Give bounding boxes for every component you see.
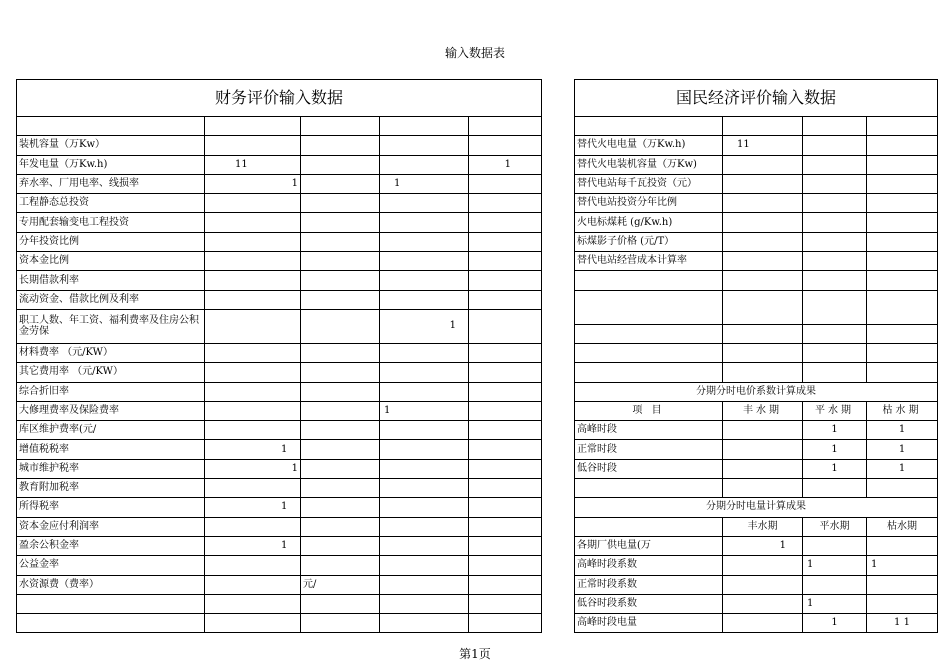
table-row — [575, 459, 938, 478]
table-row — [17, 290, 542, 309]
cell[interactable] — [469, 440, 542, 459]
cell[interactable] — [301, 363, 380, 382]
row-label[interactable]: 年发电量（万Kw.h) — [17, 155, 205, 174]
cell[interactable] — [205, 363, 301, 382]
cell[interactable] — [723, 117, 803, 136]
cell[interactable] — [380, 614, 469, 633]
table-row — [17, 536, 542, 555]
cell[interactable] — [867, 271, 938, 290]
table-title-row — [17, 80, 542, 117]
row-label[interactable] — [575, 117, 723, 136]
cell[interactable] — [803, 213, 867, 232]
cell[interactable] — [803, 324, 867, 343]
row-label[interactable]: 资本金比例 — [17, 252, 205, 271]
row-label[interactable]: 标煤影子价格 (元/T） — [575, 232, 723, 251]
cell[interactable]: 1 — [803, 556, 867, 575]
row-label[interactable]: 替代火电装机容量（万Kw) — [575, 155, 723, 174]
cell[interactable] — [205, 556, 301, 575]
cell[interactable] — [301, 459, 380, 478]
cell[interactable] — [723, 479, 803, 498]
cell[interactable]: 1 — [205, 459, 301, 478]
row-label[interactable]: 综合折旧率 — [17, 382, 205, 401]
row-label[interactable]: 高峰时段 — [575, 421, 723, 440]
table-row — [575, 594, 938, 613]
row-label[interactable]: 替代电站经营成本计算率 — [575, 252, 723, 271]
cell[interactable] — [469, 309, 542, 343]
table-row — [17, 252, 542, 271]
row-label[interactable]: 高峰时段电量 — [575, 614, 723, 633]
row-label[interactable]: 工程静态总投资 — [17, 194, 205, 213]
cell[interactable] — [301, 232, 380, 251]
row-label[interactable] — [575, 271, 723, 290]
cell[interactable] — [723, 232, 803, 251]
section-title-row — [575, 498, 938, 517]
cell[interactable]: 1 — [867, 440, 938, 459]
cell[interactable] — [301, 174, 380, 193]
row-label[interactable] — [575, 363, 723, 382]
table-row — [17, 382, 542, 401]
cell[interactable] — [867, 479, 938, 498]
cell[interactable] — [469, 498, 542, 517]
table-row — [575, 575, 938, 594]
cell[interactable] — [301, 213, 380, 232]
cell[interactable] — [380, 290, 469, 309]
table-row — [17, 309, 542, 343]
table-row — [17, 213, 542, 232]
table-row — [575, 174, 938, 193]
cell[interactable] — [867, 174, 938, 193]
cell[interactable] — [723, 614, 803, 633]
cell[interactable]: 1 — [867, 459, 938, 478]
cell[interactable] — [301, 136, 380, 155]
table-row — [575, 479, 938, 498]
cell[interactable] — [803, 290, 867, 324]
section-title-row — [575, 382, 938, 401]
cell[interactable] — [469, 575, 542, 594]
cell[interactable] — [301, 290, 380, 309]
row-label[interactable]: 库区维护费率(元/ — [17, 421, 205, 440]
table-row — [575, 536, 938, 555]
row-label[interactable]: 弃水率、厂用电率、线损率 — [17, 174, 205, 193]
row-label[interactable] — [575, 290, 723, 324]
cell[interactable] — [380, 117, 469, 136]
cell[interactable]: 1 — [803, 594, 867, 613]
cell[interactable] — [301, 252, 380, 271]
cell[interactable] — [803, 136, 867, 155]
cell[interactable] — [205, 194, 301, 213]
cell[interactable]: 1 — [205, 440, 301, 459]
cell[interactable] — [803, 271, 867, 290]
cell[interactable]: 1 — [867, 556, 938, 575]
cell[interactable] — [867, 290, 938, 324]
table-row — [17, 155, 542, 174]
row-label[interactable]: 资本金应付利润率 — [17, 517, 205, 536]
cell[interactable] — [205, 575, 301, 594]
table-row — [17, 498, 542, 517]
cell[interactable] — [867, 155, 938, 174]
cell[interactable] — [301, 594, 380, 613]
row-label[interactable]: 分年投资比例 — [17, 232, 205, 251]
cell[interactable] — [723, 575, 803, 594]
cell[interactable] — [723, 155, 803, 174]
row-label[interactable]: 职工人数、年工资、福利费率及住房公积金劳保 — [17, 309, 205, 343]
cell[interactable] — [469, 536, 542, 555]
cell[interactable] — [380, 498, 469, 517]
cell[interactable] — [380, 536, 469, 555]
row-label[interactable]: 火电标煤耗 (g/Kw.h) — [575, 213, 723, 232]
table-row — [17, 232, 542, 251]
cell[interactable] — [867, 194, 938, 213]
cell[interactable] — [380, 575, 469, 594]
cell[interactable] — [380, 421, 469, 440]
row-label[interactable]: 增值税税率 — [17, 440, 205, 459]
cell[interactable] — [380, 343, 469, 362]
cell[interactable] — [867, 324, 938, 343]
page-title: 输入数据表 — [444, 46, 505, 60]
cell[interactable]: 1 — [469, 155, 542, 174]
cell[interactable] — [469, 556, 542, 575]
cell[interactable] — [301, 155, 380, 174]
cell[interactable] — [380, 232, 469, 251]
cell[interactable] — [301, 271, 380, 290]
cell[interactable] — [205, 401, 301, 420]
cell[interactable] — [803, 194, 867, 213]
table-row — [17, 343, 542, 362]
row-label[interactable] — [17, 117, 205, 136]
cell[interactable] — [723, 421, 803, 440]
cell[interactable] — [205, 252, 301, 271]
table-row — [17, 575, 542, 594]
row-label[interactable]: 长期借款利率 — [17, 271, 205, 290]
row-label[interactable]: 高峰时段系数 — [575, 556, 723, 575]
cell[interactable]: 11 — [723, 136, 803, 155]
row-label[interactable]: 各期厂供电量(万 — [575, 536, 723, 555]
table-row — [17, 194, 542, 213]
cell[interactable] — [380, 440, 469, 459]
cell[interactable] — [723, 324, 803, 343]
row-label[interactable]: 流动资金、借款比例及利率 — [17, 290, 205, 309]
row-label[interactable] — [17, 614, 205, 633]
cell[interactable] — [469, 459, 542, 478]
cell[interactable] — [380, 594, 469, 613]
table-row — [575, 213, 938, 232]
cell[interactable] — [867, 594, 938, 613]
financial-input-table — [16, 79, 542, 633]
section-header-row — [575, 517, 938, 536]
cell[interactable] — [723, 194, 803, 213]
cell[interactable] — [723, 343, 803, 362]
price-coefficient-section-title: 分期分时电价系数计算成果 — [575, 382, 938, 401]
row-label[interactable]: 大修理费率及保险费率 — [17, 401, 205, 420]
cell[interactable] — [723, 290, 803, 324]
cell[interactable] — [723, 594, 803, 613]
cell[interactable] — [380, 556, 469, 575]
energy-section-title: 分期分时电量计算成果 — [575, 498, 938, 517]
cell[interactable] — [867, 575, 938, 594]
cell[interactable] — [301, 421, 380, 440]
section-header-row — [575, 401, 938, 420]
cell[interactable]: 1 — [380, 401, 469, 420]
header-item — [575, 517, 723, 536]
national-economy-input-table — [574, 79, 938, 633]
cell[interactable]: 1 — [803, 614, 867, 633]
cell[interactable] — [380, 459, 469, 478]
header-dry-season: 枯水期 — [867, 517, 938, 536]
cell[interactable] — [469, 343, 542, 362]
row-label[interactable] — [575, 324, 723, 343]
table-row — [575, 324, 938, 343]
cell[interactable] — [301, 382, 380, 401]
table-row — [17, 459, 542, 478]
cell[interactable] — [723, 174, 803, 193]
row-label[interactable]: 替代电站每千瓦投资（元） — [575, 174, 723, 193]
header-normal-season: 平水期 — [803, 517, 867, 536]
cell[interactable] — [469, 213, 542, 232]
cell[interactable]: 1 — [803, 459, 867, 478]
cell[interactable] — [723, 556, 803, 575]
cell[interactable] — [723, 213, 803, 232]
cell[interactable] — [380, 517, 469, 536]
cell[interactable] — [803, 232, 867, 251]
table-row — [17, 271, 542, 290]
cell[interactable] — [469, 252, 542, 271]
table-row — [575, 155, 938, 174]
cell[interactable] — [469, 614, 542, 633]
table-row — [17, 556, 542, 575]
cell[interactable] — [803, 363, 867, 382]
table-row — [575, 440, 938, 459]
cell[interactable]: 1 — [723, 536, 803, 555]
cell[interactable] — [205, 421, 301, 440]
table-row — [17, 401, 542, 420]
page-footer: 第1页 — [459, 647, 491, 661]
cell[interactable] — [469, 174, 542, 193]
table-row — [17, 136, 542, 155]
cell[interactable] — [301, 556, 380, 575]
row-label[interactable]: 正常时段 — [575, 440, 723, 459]
cell[interactable] — [803, 479, 867, 498]
cell[interactable] — [723, 363, 803, 382]
cell[interactable]: 1 1 — [867, 614, 938, 633]
cell[interactable]: 元/ — [301, 575, 380, 594]
cell[interactable] — [723, 271, 803, 290]
row-label[interactable]: 正常时段系数 — [575, 575, 723, 594]
table-row — [17, 363, 542, 382]
cell[interactable] — [723, 440, 803, 459]
cell[interactable] — [380, 382, 469, 401]
cell[interactable] — [205, 479, 301, 498]
row-label[interactable]: 替代火电电量（万Kw.h) — [575, 136, 723, 155]
cell[interactable] — [301, 614, 380, 633]
table-row — [575, 117, 938, 136]
cell[interactable] — [301, 401, 380, 420]
cell[interactable] — [205, 136, 301, 155]
table-row — [575, 252, 938, 271]
cell[interactable] — [803, 343, 867, 362]
cell[interactable] — [469, 136, 542, 155]
cell[interactable] — [575, 479, 723, 498]
cell[interactable] — [380, 136, 469, 155]
row-label[interactable]: 替代电站投资分年比例 — [575, 194, 723, 213]
row-label[interactable] — [17, 594, 205, 613]
row-label[interactable]: 盈余公积金率 — [17, 536, 205, 555]
cell[interactable] — [205, 309, 301, 343]
cell[interactable] — [205, 343, 301, 362]
cell[interactable] — [380, 271, 469, 290]
cell[interactable] — [205, 382, 301, 401]
cell[interactable] — [301, 194, 380, 213]
header-wet-season: 丰水期 — [723, 401, 803, 420]
cell[interactable]: 11 — [205, 155, 301, 174]
cell[interactable]: 1 — [380, 174, 469, 193]
cell[interactable] — [205, 213, 301, 232]
cell[interactable] — [469, 194, 542, 213]
cell[interactable] — [380, 252, 469, 271]
row-label[interactable]: 水资源费（费率） — [17, 575, 205, 594]
cell[interactable] — [867, 136, 938, 155]
cell[interactable] — [803, 252, 867, 271]
national-table-title: 国民经济评价输入数据 — [575, 80, 938, 117]
header-item: 项 目 — [575, 401, 723, 420]
cell[interactable] — [380, 155, 469, 174]
cell[interactable] — [301, 117, 380, 136]
cell[interactable] — [803, 575, 867, 594]
cell[interactable] — [380, 194, 469, 213]
cell[interactable] — [469, 363, 542, 382]
cell[interactable] — [803, 155, 867, 174]
cell[interactable] — [301, 536, 380, 555]
cell[interactable] — [301, 498, 380, 517]
cell[interactable] — [380, 363, 469, 382]
cell[interactable] — [867, 536, 938, 555]
cell[interactable] — [469, 594, 542, 613]
cell[interactable] — [867, 343, 938, 362]
table-row — [575, 363, 938, 382]
table-row — [17, 117, 542, 136]
cell[interactable]: 1 — [803, 421, 867, 440]
table-row — [17, 421, 542, 440]
row-label[interactable]: 材料费率 （元/KW） — [17, 343, 205, 362]
row-label[interactable]: 低谷时段系数 — [575, 594, 723, 613]
cell[interactable] — [723, 459, 803, 478]
cell[interactable] — [469, 479, 542, 498]
cell[interactable] — [803, 174, 867, 193]
row-label[interactable]: 其它费用率 （元/KW） — [17, 363, 205, 382]
table-row — [17, 614, 542, 633]
row-label[interactable]: 专用配套输变电工程投资 — [17, 213, 205, 232]
header-normal-season: 平水期 — [803, 401, 867, 420]
row-label[interactable]: 装机容量（万Kw） — [17, 136, 205, 155]
cell[interactable]: 1 — [380, 309, 469, 343]
cell[interactable] — [867, 363, 938, 382]
cell[interactable] — [867, 117, 938, 136]
cell[interactable] — [803, 536, 867, 555]
cell[interactable] — [469, 232, 542, 251]
table-row — [17, 440, 542, 459]
row-label[interactable]: 公益金率 — [17, 556, 205, 575]
table-title-row — [575, 80, 938, 117]
cell[interactable] — [205, 517, 301, 536]
cell[interactable] — [867, 213, 938, 232]
cell[interactable] — [301, 309, 380, 343]
cell[interactable] — [380, 213, 469, 232]
row-label[interactable]: 所得税率 — [17, 498, 205, 517]
cell[interactable] — [205, 614, 301, 633]
table-row — [575, 556, 938, 575]
cell[interactable] — [469, 117, 542, 136]
cell[interactable] — [469, 271, 542, 290]
table-row — [17, 479, 542, 498]
table-row — [575, 232, 938, 251]
cell[interactable] — [301, 343, 380, 362]
cell[interactable] — [723, 252, 803, 271]
cell[interactable] — [301, 517, 380, 536]
cell[interactable]: 1 — [867, 421, 938, 440]
cell[interactable] — [867, 232, 938, 251]
cell[interactable]: 1 — [205, 174, 301, 193]
cell[interactable]: 1 — [205, 498, 301, 517]
cell[interactable] — [469, 517, 542, 536]
table-row — [17, 594, 542, 613]
cell[interactable] — [301, 440, 380, 459]
table-row — [575, 343, 938, 362]
cell[interactable]: 1 — [205, 536, 301, 555]
cell[interactable] — [469, 290, 542, 309]
header-wet-season: 丰水期 — [723, 517, 803, 536]
row-label[interactable]: 低谷时段 — [575, 459, 723, 478]
row-label[interactable]: 城市维护税率 — [17, 459, 205, 478]
cell[interactable] — [469, 401, 542, 420]
cell[interactable] — [803, 117, 867, 136]
table-row — [575, 614, 938, 633]
table-row — [575, 421, 938, 440]
cell[interactable] — [867, 252, 938, 271]
table-row — [575, 271, 938, 290]
cell[interactable] — [205, 232, 301, 251]
header-dry-season: 枯水期 — [867, 401, 938, 420]
cell[interactable] — [205, 290, 301, 309]
financial-table-title: 财务评价输入数据 — [17, 80, 542, 117]
cell[interactable] — [205, 594, 301, 613]
cell[interactable]: 1 — [803, 440, 867, 459]
table-row — [575, 194, 938, 213]
table-row — [575, 290, 938, 324]
cell[interactable] — [205, 117, 301, 136]
row-label[interactable] — [575, 343, 723, 362]
cell[interactable] — [469, 421, 542, 440]
table-row — [17, 174, 542, 193]
cell[interactable] — [469, 382, 542, 401]
table-row — [17, 517, 542, 536]
cell[interactable] — [301, 479, 380, 498]
table-row — [575, 136, 938, 155]
row-label[interactable]: 教育附加税率 — [17, 479, 205, 498]
cell[interactable] — [205, 271, 301, 290]
cell[interactable] — [380, 479, 469, 498]
